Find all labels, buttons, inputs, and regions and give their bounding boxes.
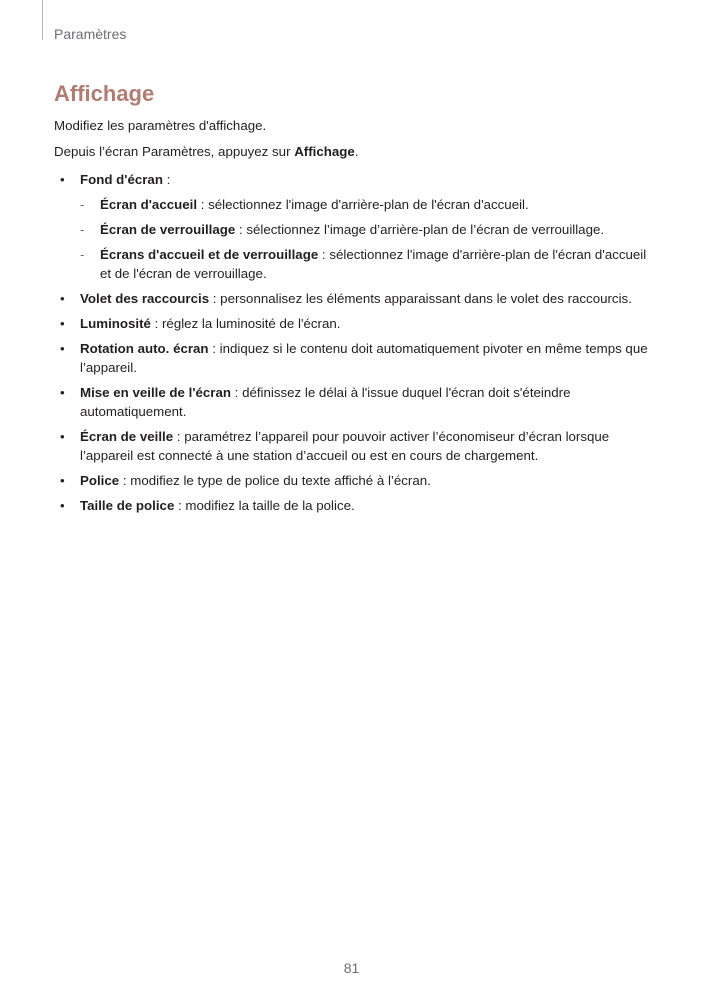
sub-item-text: : sélectionnez l’image d’arrière-plan de l’écran de verrouillage. [235, 222, 605, 237]
item-text: : [162, 172, 171, 187]
sub-item-term: Écrans d'accueil et de verrouillage [100, 247, 319, 262]
item-term: Luminosité [80, 316, 151, 331]
item-term: Fond d'écran [80, 172, 163, 187]
intro-paragraph: Modifiez les paramètres d'affichage. [54, 118, 267, 133]
bullet: • [60, 385, 65, 400]
item-term: Rotation auto. écran [80, 341, 209, 356]
instruction-prefix: Depuis l’écran Paramètres, appuyez sur [54, 144, 295, 159]
item-text: : définissez le délai à l'issue duquel l'écran doit s'éteindre automatiquement. [80, 385, 571, 419]
sub-list [80, 195, 654, 283]
item-text: : modifiez le type de police du texte affiché à l’écran. [119, 473, 431, 488]
sub-item-term: Écran d'accueil [100, 197, 198, 212]
bullet: • [60, 429, 65, 444]
bullet: • [60, 172, 65, 187]
list-item [54, 383, 654, 421]
running-header: Paramètres [54, 26, 127, 42]
sub-item-text: : sélectionnez l'image d'arrière-plan de l'écran d'accueil. [197, 197, 529, 212]
item-text: : modifiez la taille de la police. [174, 498, 355, 513]
bullet: • [60, 473, 65, 488]
page-number: 81 [343, 960, 360, 976]
item-term: Écran de veille [80, 429, 174, 444]
item-term: Volet des raccourcis [80, 291, 210, 306]
bullet: • [60, 291, 65, 306]
sub-list-item [80, 195, 654, 214]
list-item [54, 289, 654, 308]
corner-rule [42, 0, 43, 40]
instruction-paragraph [54, 144, 654, 159]
settings-list [54, 170, 654, 521]
item-term: Taille de police [80, 498, 175, 513]
list-item [54, 427, 654, 465]
list-item [54, 496, 654, 515]
item-text: : paramétrez l’appareil pour pouvoir activer l’économiseur d’écran lorsque l’appareil est connecté à une station d’accueil ou est en cours de chargement. [80, 429, 610, 463]
instruction-suffix: . [354, 144, 359, 159]
list-item [54, 170, 654, 283]
page-title: Affichage [54, 81, 155, 106]
sub-item-text: : sélectionnez l'image d'arrière-plan de l'écran d'accueil et de l'écran de verrouillage. [100, 247, 647, 281]
item-term: Mise en veille de l'écran [80, 385, 231, 400]
list-item [54, 339, 654, 377]
instruction-menu-name: Affichage [294, 144, 355, 159]
item-text: : indiquez si le contenu doit automatiquement pivoter en même temps que l’appareil. [80, 341, 648, 375]
item-text: : réglez la luminosité de l'écran. [150, 316, 341, 331]
sub-item-term: Écran de verrouillage [100, 222, 236, 237]
list-item [54, 314, 654, 333]
bullet: • [60, 316, 65, 331]
list-item [54, 471, 654, 490]
item-term: Police [80, 473, 120, 488]
dash: - [80, 222, 85, 237]
dash: - [80, 197, 85, 212]
sub-list-item [80, 245, 654, 283]
bullet: • [60, 498, 65, 513]
dash: - [80, 247, 85, 262]
bullet: • [60, 341, 65, 356]
item-text: : personnalisez les éléments apparaissant dans le volet des raccourcis. [209, 291, 632, 306]
sub-list-item [80, 220, 654, 239]
